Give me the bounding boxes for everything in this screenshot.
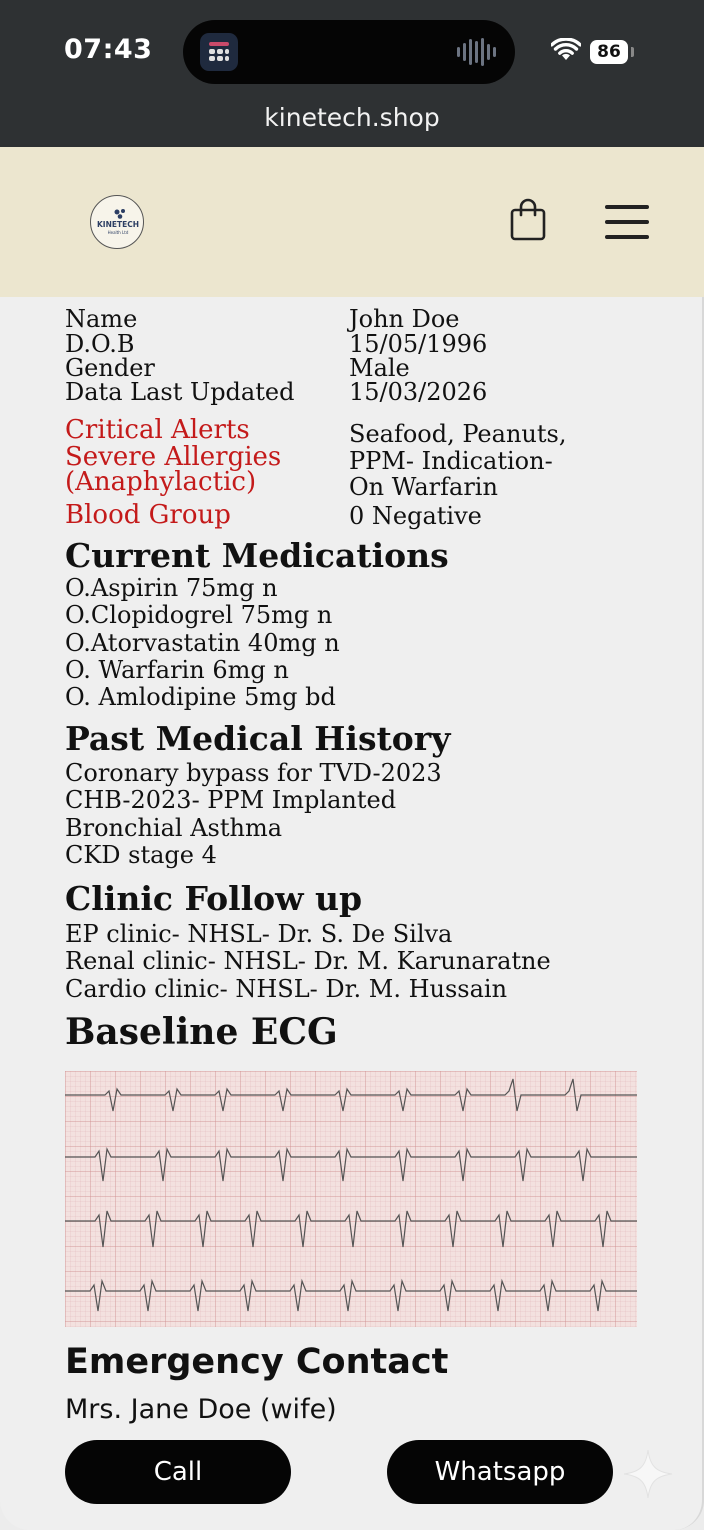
ecg-title: Baseline ECG [65, 1011, 338, 1053]
ecg-trace [65, 1071, 637, 1327]
shopping-bag-icon[interactable] [508, 197, 548, 241]
medication-item: O. Amlodipine 5mg bd [65, 683, 336, 712]
baseline-ecg-image [65, 1071, 637, 1327]
logo-mark-icon [113, 208, 127, 220]
clinic-item: Cardio clinic- NHSL- Dr. M. Hussain [65, 974, 508, 1003]
history-item: CHB-2023- PPM Implanted [65, 786, 397, 815]
critical-alerts-label: Critical Alerts [65, 415, 250, 445]
name-label: Name [65, 305, 138, 333]
wifi-icon [551, 38, 581, 64]
allergies-value-line1: Seafood, Peanuts, [349, 420, 567, 448]
allergies-value-line2: PPM- Indication- [349, 447, 553, 475]
medication-item: O.Aspirin 75mg n [65, 574, 278, 602]
updated-value: 15/03/2026 [349, 378, 488, 406]
address-bar[interactable]: kinetech.shop [0, 100, 704, 147]
history-title: Past Medical History [65, 719, 451, 758]
site-header [0, 147, 704, 297]
ecg-lead-1 [65, 1079, 637, 1111]
sparkle-icon [622, 1448, 674, 1500]
clinic-item: Renal clinic- NHSL- Dr. M. Karunaratne [65, 947, 551, 976]
battery-indicator: 86 [590, 40, 628, 64]
allergies-label-line1: Severe Allergies [65, 442, 282, 472]
updated-label: Data Last Updated [65, 378, 295, 406]
ecg-lead-4 [65, 1281, 637, 1311]
history-item: CKD stage 4 [65, 840, 217, 869]
audio-waveform-icon [457, 38, 497, 66]
ecg-lead-2 [65, 1149, 637, 1181]
ecg-lead-3 [65, 1211, 637, 1247]
history-item: Bronchial Asthma [65, 813, 283, 842]
whatsapp-button[interactable]: Whatsapp [387, 1440, 613, 1504]
clinic-title: Clinic Follow up [65, 879, 363, 918]
clinic-item: EP clinic- NHSL- Dr. S. De Silva [65, 920, 453, 948]
hamburger-menu-icon[interactable] [605, 205, 649, 239]
history-item: Coronary bypass for TVD-2023 [65, 759, 442, 787]
call-button[interactable]: Call [65, 1440, 291, 1504]
status-time: 07:43 [64, 34, 153, 65]
medications-list [65, 575, 340, 711]
status-bar [0, 0, 704, 100]
live-activity-app-icon [200, 33, 238, 71]
emergency-contact-name: Mrs. Jane Doe (wife) [65, 1394, 337, 1425]
medication-item: O. Warfarin 6mg n [65, 655, 289, 684]
dynamic-island [183, 20, 515, 84]
allergies-label-line2: (Anaphylactic) [65, 467, 257, 497]
medications-title: Current Medications [65, 536, 449, 575]
history-list [65, 760, 442, 869]
medication-item: O.Atorvastatin 40mg n [65, 628, 340, 657]
dob-label: D.O.B [65, 330, 135, 358]
site-logo[interactable] [90, 195, 144, 249]
blood-group-label: Blood Group [65, 500, 231, 530]
logo-subtext: Health Ltd [107, 230, 129, 235]
emergency-contact-title: Emergency Contact [65, 1342, 449, 1382]
allergies-value-line3: On Warfarin [349, 473, 498, 501]
clinic-list [65, 921, 551, 1003]
gender-value: Male [349, 354, 410, 382]
dob-value: 15/05/1996 [349, 330, 488, 358]
battery-nub [631, 47, 634, 57]
blood-group-value: 0 Negative [349, 502, 482, 530]
medication-item: O.Clopidogrel 75mg n [65, 601, 333, 630]
name-value: John Doe [349, 305, 460, 333]
gender-label: Gender [65, 354, 155, 382]
logo-text: KINETECH [96, 220, 140, 229]
